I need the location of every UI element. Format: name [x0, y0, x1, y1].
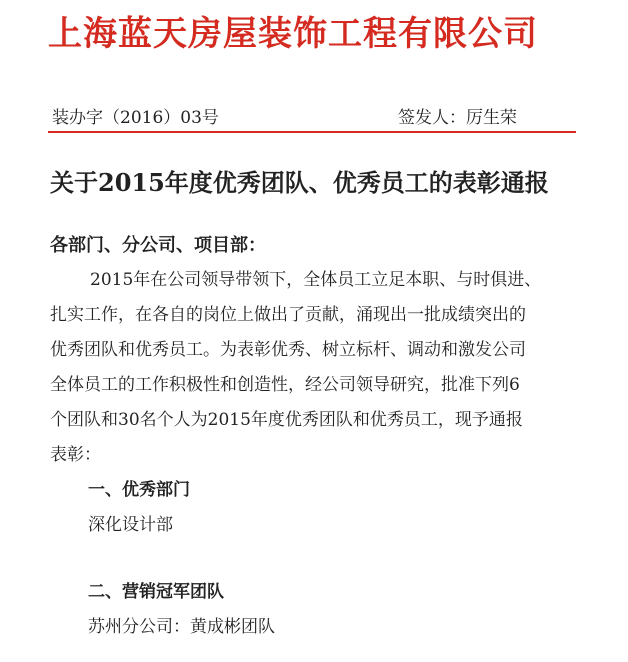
section-content: 苏州分公司：黄成彬团队	[88, 617, 275, 637]
body-line: 扎实工作，在各自的岗位上做出了贡献，涌现出一批成绩突出的	[50, 305, 526, 325]
header-divider	[48, 131, 576, 133]
body-line: 2015年在公司领导带领下，全体员工立足本职、与时俱进、	[90, 270, 542, 290]
body-line: 全体员工的工作积极性和创造性，经公司领导研究，批准下列6	[50, 375, 520, 395]
issuer: 签发人：厉生荣	[398, 108, 517, 128]
body-line: 表彰：	[50, 445, 101, 465]
document-number: 装办字（2016）03号	[52, 108, 219, 128]
notice-title: 关于2015年度优秀团队、优秀员工的表彰通报	[50, 168, 549, 197]
company-title: 上海蓝天房屋装饰工程有限公司	[48, 14, 538, 54]
body-line: 个团队和30名个人为2015年度优秀团队和优秀员工，现予通报	[50, 410, 523, 430]
section-content: 深化设计部	[88, 515, 173, 535]
section-heading: 二、营销冠军团队	[88, 582, 224, 602]
salutation: 各部门、分公司、项目部：	[50, 235, 266, 256]
body-line: 优秀团队和优秀员工。为表彰优秀、树立标杆、调动和激发公司	[50, 340, 526, 360]
section-heading: 一、优秀部门	[88, 480, 190, 500]
